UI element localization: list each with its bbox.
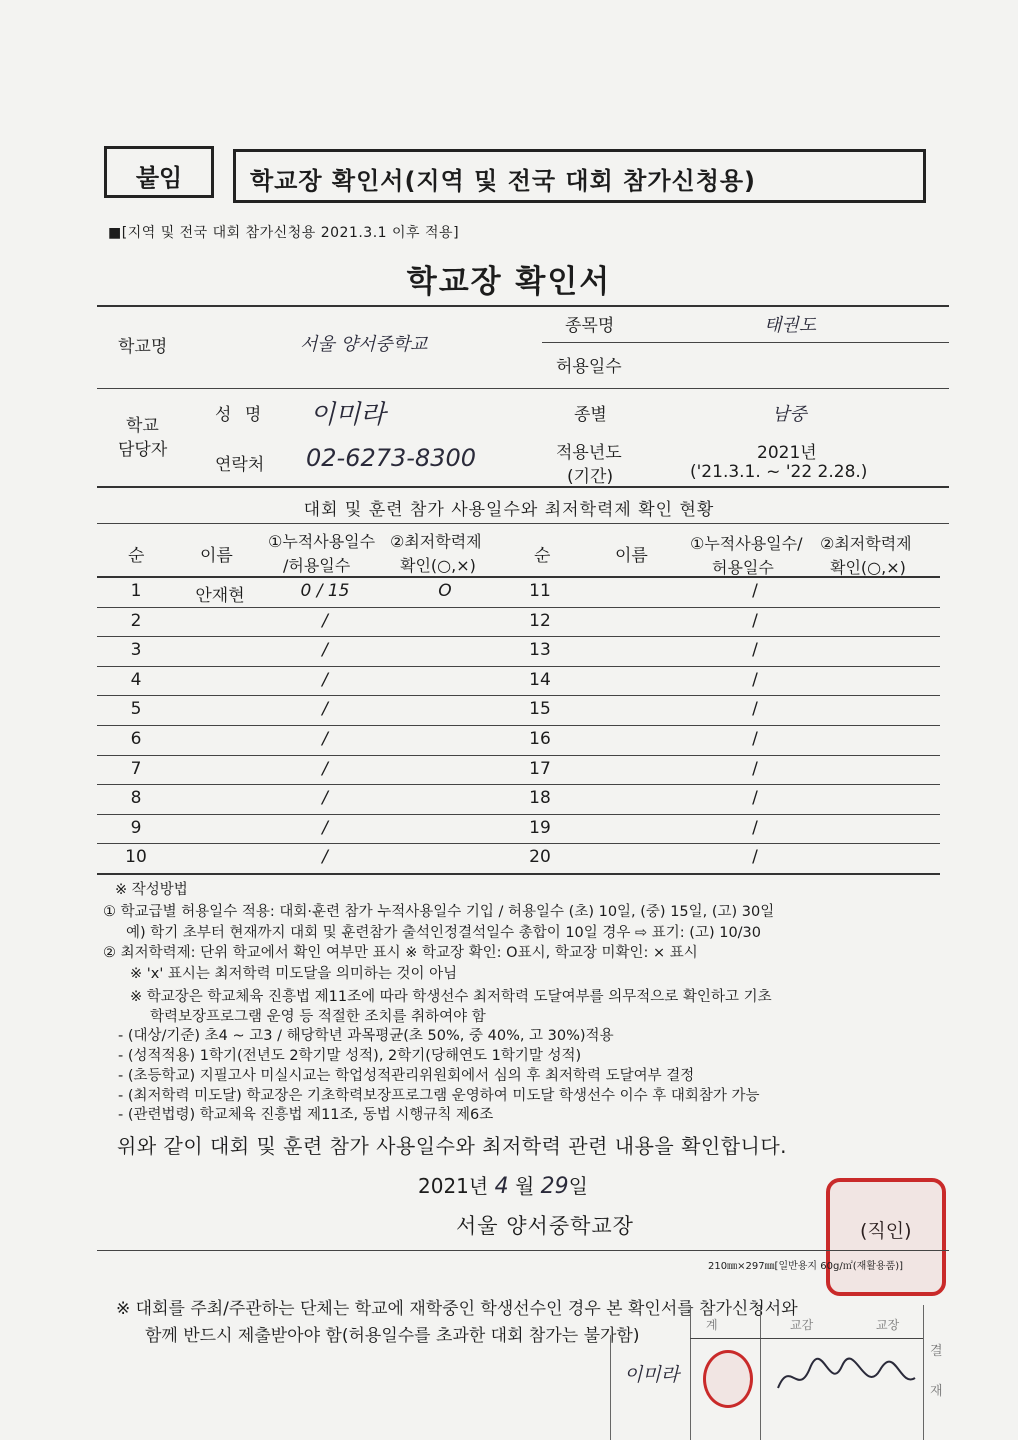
row-seq-left: 6 — [130, 729, 142, 749]
approval-head-rule — [690, 1338, 923, 1339]
approval-side-2: 재 — [930, 1384, 943, 1399]
approval-divider-4 — [923, 1305, 924, 1440]
approval-divider-3 — [760, 1305, 761, 1440]
row-days-left: / — [322, 669, 328, 690]
date-month-unit: 월 — [514, 1174, 535, 1198]
row-days-left: / — [322, 788, 328, 809]
note-4a: ※ 학교장은 학교체육 진흥법 제11조에 따라 학생선수 최저학력 도달여부를 의무적으로 확인하고 기초 — [130, 989, 772, 1005]
scope-note: ■[지역 및 전국 대회 참가신청용 2021.3.1 이후 적용] — [108, 225, 460, 241]
col-days-header-right-2: 허용일수 — [712, 558, 774, 577]
event-rule — [542, 342, 949, 343]
col-check-header-1: ②최저학력제 — [390, 532, 482, 551]
detail-5: - (관련법령) 학교체육 진흥법 제11조, 동법 시행규칙 제6조 — [118, 1107, 494, 1123]
row-days-left: / — [322, 729, 328, 749]
row-days-left: / — [322, 699, 328, 720]
note-1b: 예) 학기 초부터 현재까지 대회 및 훈련참가 출석인정결석일수 총합이 10일 경우 ⇨ 표기: (고) 10/30 — [126, 925, 762, 941]
col-check-header-2: 확인(○,×) — [400, 556, 476, 575]
phone-label: 연락처 — [215, 455, 265, 475]
approval-head-staff: 계 — [706, 1318, 718, 1332]
header-title: 학교장 확인서(지역 및 전국 대회 참가신청용) — [250, 167, 757, 195]
table-row-rule — [97, 814, 940, 815]
status-title: 대회 및 훈련 참가 사용일수와 최저학력제 확인 현황 — [303, 500, 715, 520]
attachment-tag — [104, 146, 214, 198]
col-seq-header-right: 순 — [534, 546, 551, 566]
year-label-line1: 적용년도 — [556, 443, 622, 463]
row-seq-left: 8 — [130, 788, 142, 809]
approval-head-vice: 교감 — [790, 1318, 814, 1332]
row-days-right: / — [752, 669, 758, 690]
notes-title: ※ 작성방법 — [115, 882, 188, 898]
approval-divider-2 — [690, 1305, 691, 1440]
row-days-right: / — [752, 788, 758, 809]
row-days-left: / — [322, 758, 328, 779]
info-mid-rule — [97, 388, 949, 389]
approval-side-1: 결 — [930, 1344, 943, 1359]
date-day-unit: 일 — [568, 1174, 588, 1198]
contact-label-line1: 학교 — [126, 416, 159, 436]
document-title: 학교장 확인서 — [406, 264, 612, 300]
info-bottom-rule — [97, 486, 949, 488]
approval-divider-1 — [610, 1335, 611, 1440]
row-days-right: / — [752, 758, 758, 779]
col-days-header-1: ①누적사용일수 — [268, 532, 376, 551]
date-line — [418, 1170, 588, 1199]
table-row-rule — [97, 695, 940, 696]
row-days-right: / — [752, 729, 758, 749]
allowed-days-label: 허용일수 — [556, 357, 622, 377]
row-days-right: / — [752, 699, 758, 720]
year-period: ('21.3.1. ~ '22 2.28.) — [690, 462, 868, 482]
row-seq-right: 17 — [529, 758, 551, 779]
approval-signer-name: 이미라 — [624, 1364, 680, 1386]
row-seq-right: 16 — [529, 729, 551, 749]
date-day: 29 — [540, 1174, 569, 1199]
row-seq-left: 4 — [130, 669, 142, 690]
col-seq-header: 순 — [128, 546, 145, 566]
row-days-right: / — [752, 581, 758, 601]
approval-seal-stamp — [703, 1350, 753, 1408]
detail-4: - (최저학력 미도달) 학교장은 기초학력보장프로그램 운영하여 미도달 학생선수 이수 후 대회참가 가능 — [118, 1088, 760, 1104]
row-days-right: / — [752, 847, 758, 868]
row-days-left: / — [322, 847, 328, 868]
row-name-left: 안재현 — [195, 586, 245, 606]
row-days-left: 0 / 15 — [300, 581, 350, 601]
col-check-header-right-2: 확인(○,×) — [830, 558, 906, 577]
row-seq-right: 20 — [529, 847, 551, 868]
contact-label-line2: 담당자 — [118, 440, 168, 460]
principal-signature — [770, 1348, 920, 1408]
row-seq-left: 10 — [125, 847, 147, 868]
col-name-header: 이름 — [200, 546, 233, 566]
row-days-left: / — [322, 640, 328, 661]
row-seq-right: 19 — [529, 817, 551, 838]
year-value: 2021년 — [757, 443, 817, 463]
row-seq-left: 7 — [130, 758, 142, 779]
row-seq-left: 9 — [130, 817, 142, 838]
note-4b: 학력보장프로그램 운영 등 적절한 조치를 취하여야 함 — [150, 1009, 486, 1025]
table-row-rule — [97, 666, 940, 667]
row-seq-left: 5 — [130, 699, 142, 720]
row-seq-left: 1 — [130, 581, 142, 601]
row-seq-left: 3 — [130, 640, 142, 661]
note-3: ※ 'x' 표시는 최저학력 미도달을 의미하는 것이 아님 — [130, 966, 458, 982]
date-year: 2021년 — [418, 1174, 489, 1198]
paper-size-note: 210㎜×297㎜[일반용지 60g/㎡(재활용품)] — [708, 1261, 904, 1272]
note-1a: ① 학교급별 허용일수 적용: 대회·훈련 참가 누적사용일수 기입 / 허용일수 (초) 10일, (중) 15일, (고) 30일 — [103, 904, 775, 920]
col-days-header-right-1: ①누적사용일수/ — [690, 534, 803, 553]
row-days-right: / — [752, 640, 758, 661]
confirmation-statement: 위와 같이 대회 및 훈련 참가 사용일수와 최저학력 관련 내용을 확인합니다. — [117, 1134, 788, 1158]
table-bottom-rule — [97, 873, 940, 875]
footer-note-2: 함께 반드시 제출받아야 함(허용일수를 초과한 대회 참가는 불가함) — [145, 1326, 640, 1346]
row-seq-right: 11 — [529, 581, 551, 601]
table-row-rule — [97, 725, 940, 726]
event-label: 종목명 — [565, 316, 615, 336]
row-days-left: / — [322, 817, 328, 838]
table-row-rule — [97, 843, 940, 844]
row-seq-right: 18 — [529, 788, 551, 809]
principal-name: 서울 양서중학교장 — [456, 1214, 634, 1238]
table-header-rule — [97, 576, 940, 578]
event-value: 태권도 — [764, 315, 817, 336]
table-row-rule — [97, 755, 940, 756]
table-row-rule — [97, 607, 940, 608]
gender-label: 종별 — [574, 405, 607, 425]
detail-1: - (대상/기준) 초4 ~ 고3 / 해당학년 과목평균(초 50%, 중 40%, 고 30%)적용 — [118, 1028, 614, 1044]
school-name-label: 학교명 — [118, 337, 168, 357]
header-title-box — [233, 149, 926, 203]
detail-3: - (초등학교) 지필고사 미실시교는 학업성적관리위원회에서 심의 후 최저학력 도달여부 결정 — [118, 1068, 695, 1084]
col-days-header-2: /허용일수 — [283, 556, 351, 575]
row-days-left: / — [322, 610, 328, 631]
official-seal-label: (직인) — [860, 1220, 912, 1242]
row-days-right: / — [752, 817, 758, 838]
school-name-value: 서울 양서중학교 — [300, 334, 428, 355]
phone-value: 02-6273-8300 — [306, 444, 477, 472]
table-row-rule — [97, 784, 940, 785]
row-seq-left: 2 — [130, 610, 142, 631]
row-seq-right: 15 — [529, 699, 551, 720]
approval-head-principal: 교장 — [876, 1318, 900, 1332]
footer-note-1: ※ 대회를 주최/주관하는 단체는 학교에 재학중인 학생선수인 경우 본 확인서를 참가신청서와 — [116, 1299, 798, 1319]
gender-value: 남중 — [772, 404, 807, 425]
official-seal-stamp — [826, 1178, 946, 1296]
attachment-tag-label: 붙임 — [135, 164, 183, 192]
note-2: ② 최저학력제: 단위 학교에서 확인 여부만 표시 ※ 학교장 확인: O표시, 학교장 미확인: × 표시 — [103, 945, 698, 961]
date-month: 4 — [494, 1174, 509, 1199]
detail-2: - (성적적용) 1학기(전년도 2학기말 성적), 2학기(당해연도 1학기말 성적) — [118, 1048, 582, 1064]
row-days-right: / — [752, 610, 758, 631]
person-name-label: 성 명 — [215, 405, 266, 425]
table-row-rule — [97, 636, 940, 637]
row-seq-right: 12 — [529, 610, 551, 631]
status-title-rule — [97, 523, 949, 524]
row-seq-right: 13 — [529, 640, 551, 661]
person-name-value: 이미라 — [310, 400, 386, 430]
row-check-left: O — [438, 581, 452, 601]
col-check-header-right-1: ②최저학력제 — [820, 534, 912, 553]
col-name-header-right: 이름 — [615, 546, 648, 566]
paper-size-rule — [97, 1250, 949, 1251]
year-label-line2: (기간) — [567, 467, 614, 487]
row-seq-right: 14 — [529, 669, 551, 690]
info-top-rule — [97, 305, 949, 307]
